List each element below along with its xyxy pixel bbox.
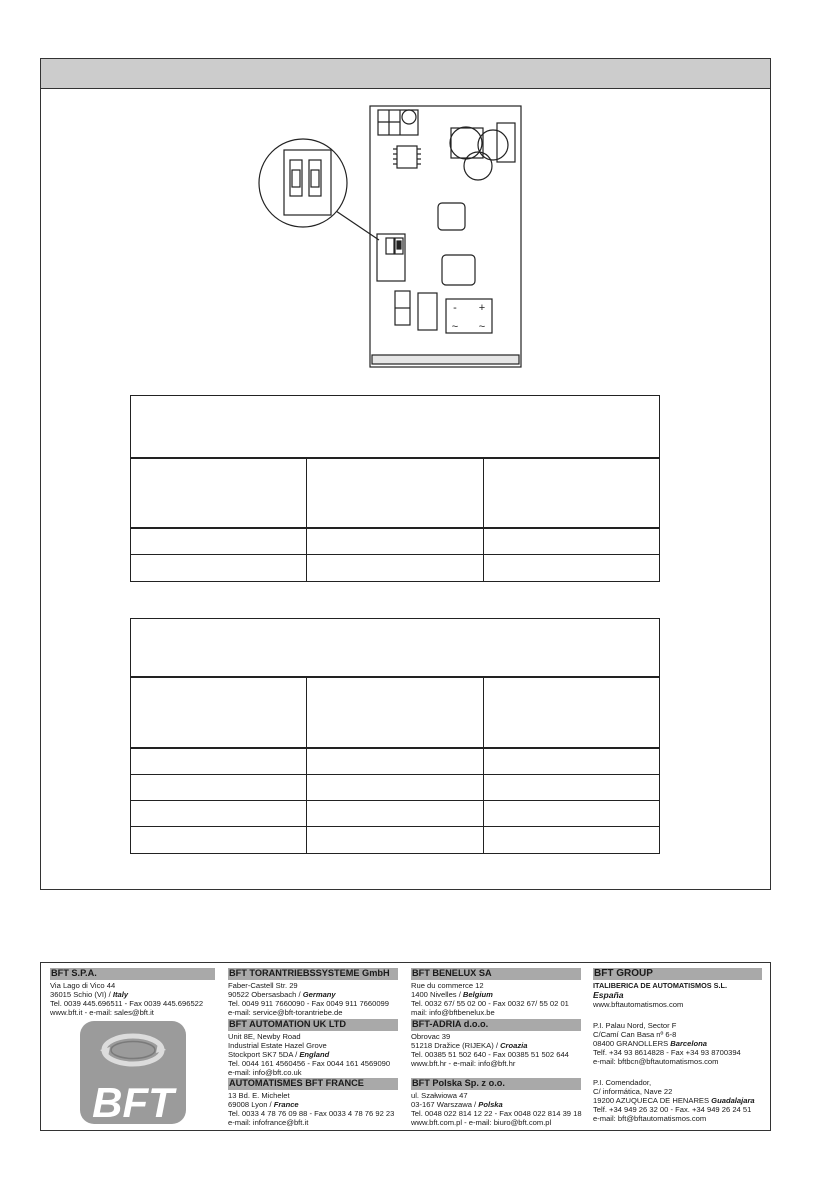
address-line [593,1021,762,1030]
web-email-line [411,1118,581,1127]
section-header-bar [41,59,770,89]
table-header-row [131,619,660,678]
dip-switch-magnified [259,139,347,227]
address-line-text: 13 Bd. E. Michelet [228,1091,290,1100]
address-line-text: P.I. Palau Nord, Sector F [593,1021,677,1030]
phone-fax-line [228,999,398,1008]
address-line-text: www.bft.hr - e-mail: info@bft.hr [411,1059,516,1068]
table-cell [483,677,659,748]
address-line [228,1032,398,1041]
address-block-barcelona [593,1021,762,1066]
ic-chip [393,146,421,168]
company-header: BFT BENELUX SA [411,968,581,980]
address-line [593,1087,762,1096]
address-line-text: 51218 Dražice (RIJEKA) / [411,1041,501,1050]
board-edge-strip [372,355,519,364]
spec-table-2 [130,618,660,854]
country-name: España [593,990,624,1000]
country-name: Croazia [500,1041,528,1050]
phone-fax-line [411,1109,581,1118]
phone-fax-line [228,1109,398,1118]
address-line-text: Tel. 0049 911 7660090 - Fax 0049 911 7660099 [228,999,390,1008]
web-email-line [411,1059,581,1068]
address-line [411,990,581,999]
address-block-bft-spa [50,968,215,1017]
table-cell [307,458,483,528]
address-line-text: P.I. Comendador, [593,1078,652,1087]
phone-fax-line [411,999,581,1008]
address-line-text: 1400 Nivelles / [411,990,463,999]
bft-logo [78,1019,188,1127]
table-row [131,775,660,801]
company-header: BFT-ADRIA d.o.o. [411,1019,581,1031]
table-cell [131,458,307,528]
table-cell [483,775,659,801]
address-line [593,1096,762,1105]
address-block-bft-group [593,968,762,1009]
address-line-text: 19200 AZUQUECA DE HENARES [593,1096,712,1105]
address-line [593,1039,762,1048]
phone-fax-line [50,999,215,1008]
circuit-board-diagram [250,100,530,372]
terminal-label: - [453,302,457,314]
address-line-text: Stockport SK7 5DA / [228,1050,300,1059]
address-block-uk [228,1019,398,1077]
address-line-text: e-mail: service@bft-torantriebe.de [228,1008,343,1017]
address-line-text: C/Camí Can Basa nº 6-8 [593,1030,677,1039]
address-block-adria [411,1019,581,1068]
table-cell [307,555,483,582]
address-line-text: C/ informática, Nave 22 [593,1087,673,1096]
table-cell [483,528,659,555]
table-cell [307,748,483,775]
address-line-text: Via Lago di Vico 44 [50,981,116,990]
table-row [131,748,660,775]
table-cell [131,801,307,827]
address-line-text: Tel. 0044 161 4560456 - Fax 0044 161 4569090 [228,1059,391,1068]
address-line [411,981,581,990]
address-line [228,981,398,990]
group-header: BFT GROUP [593,968,762,980]
address-line-text: Obrovac 39 [411,1032,451,1041]
city-name: Barcelona [670,1039,707,1048]
table-row [131,528,660,555]
country-name: England [299,1050,330,1059]
website-line: www.bftautomatismos.com [593,1000,684,1009]
table-row [131,827,660,854]
table-column-header-row [131,677,660,748]
table-cell [131,555,307,582]
table-cell [307,801,483,827]
table-cell [483,748,659,775]
address-line-text: Tel. 00385 51 502 640 - Fax 00385 51 502 644 [411,1050,569,1059]
address-line-text: e-mail: infofrance@bft.it [228,1118,309,1127]
country-name: France [273,1100,299,1109]
web-email-line [411,1008,581,1017]
web-email-line [228,1008,398,1017]
phone-fax-line [228,1059,398,1068]
table-cell [131,677,307,748]
address-line-text: Unit 8E, Newby Road [228,1032,301,1041]
table-header-row [131,396,660,459]
address-line-text: 08400 GRANOLLERS [593,1039,671,1048]
address-line-text: Rue du commerce 12 [411,981,484,990]
address-line [411,1041,581,1050]
table-header-cell [131,619,660,678]
country-name: Polska [478,1100,503,1109]
table-cell [307,677,483,748]
city-name: Guadalajara [711,1096,755,1105]
phone-fax-line [593,1048,762,1057]
table-cell [131,827,307,854]
address-line-text: Telf. +34 93 8614828 - Fax +34 93 8700394 [593,1048,741,1057]
address-line-text: Telf. +34 949 26 32 00 - Fax. +34 949 26 24 51 [593,1105,752,1114]
table-cell [307,827,483,854]
address-block-benelux [411,968,581,1017]
country-name: Germany [302,990,336,999]
address-line-text: Tel. 0032 67/ 55 02 00 - Fax 0032 67/ 55 02 01 [411,999,569,1008]
address-line-text: Industrial Estate Hazel Grove [228,1041,327,1050]
phone-fax-line [593,1105,762,1114]
address-line-text: ul. Szałwiowa 47 [411,1091,468,1100]
web-email-line [593,1114,762,1123]
address-line [228,1041,398,1050]
address-line-text: e-mail: info@bft.co.uk [228,1068,302,1077]
address-line [593,1030,762,1039]
table-row [131,555,660,582]
spec-table-1 [130,395,660,582]
table-cell [131,528,307,555]
web-email-line [228,1068,398,1077]
address-line [411,1032,581,1041]
country-name: Italy [112,990,129,999]
address-line [50,990,215,999]
address-line-text: e-mail: bftbcn@bftautomatismos.com [593,1057,719,1066]
company-header: BFT TORANTRIEBSSYSTEME GmbH [228,968,398,980]
address-line [228,1100,398,1109]
table-row [131,801,660,827]
terminal-label: ~ [478,321,486,333]
phone-fax-line [411,1050,581,1059]
table-cell [307,775,483,801]
table-cell [483,801,659,827]
table-cell [483,458,659,528]
address-line-text: e-mail: bft@bftautomatismos.com [593,1114,707,1123]
address-line-text: 69008 Lyon / [228,1100,274,1109]
address-line-text: Tel. 0039 445.696511 - Fax 0039 445.696522 [50,999,204,1008]
table-cell [483,555,659,582]
address-line-text: Tel. 0033 4 78 76 09 88 - Fax 0033 4 78 76 92 23 [228,1109,395,1118]
terminal-label: ~ [451,321,459,333]
web-email-line [50,1008,215,1017]
address-line-text: 90522 Obersasbach / [228,990,303,999]
address-line-text: Faber-Castell Str. 29 [228,981,298,990]
web-email-line [593,1057,762,1066]
address-line-text: 03-167 Warszawa / [411,1100,479,1109]
address-line-text: mail: info@bftbenelux.be [411,1008,495,1017]
address-line-text: www.bft.it - e-mail: sales@bft.it [50,1008,154,1017]
company-header: BFT AUTOMATION UK LTD [228,1019,398,1031]
table-header-cell [131,396,660,459]
table-cell [131,748,307,775]
address-block-polska [411,1078,581,1127]
company-header: AUTOMATISMES BFT FRANCE [228,1078,398,1090]
logo-lettering: BFT [92,1079,174,1126]
address-line-text: 36015 Schio (VI) / [50,990,113,999]
address-line [411,1100,581,1109]
terminal-label: + [478,302,486,314]
table-cell [307,528,483,555]
company-header: BFT Polska Sp. z o.o. [411,1078,581,1090]
address-block-france [228,1078,398,1127]
address-line [593,1078,762,1087]
web-email-line [228,1118,398,1127]
address-line [228,1091,398,1100]
country-name: Belgium [462,990,493,999]
address-block-germany [228,968,398,1017]
address-line [228,1050,398,1059]
company-header: BFT S.P.A. [50,968,215,980]
address-line-text: Tel. 0048 022 814 12 22 - Fax 0048 022 814 39 18 [411,1109,582,1118]
address-line [50,981,215,990]
company-name: ITALIBERICA DE AUTOMATISMOS S.L. [593,981,728,990]
table-cell [131,775,307,801]
address-line-text: www.bft.com.pl - e-mail: biuro@bft.com.pl [411,1118,552,1127]
table-column-header-row [131,458,660,528]
address-line [411,1091,581,1100]
address-block-guadalajara [593,1078,762,1123]
table-cell [483,827,659,854]
address-line [228,990,398,999]
